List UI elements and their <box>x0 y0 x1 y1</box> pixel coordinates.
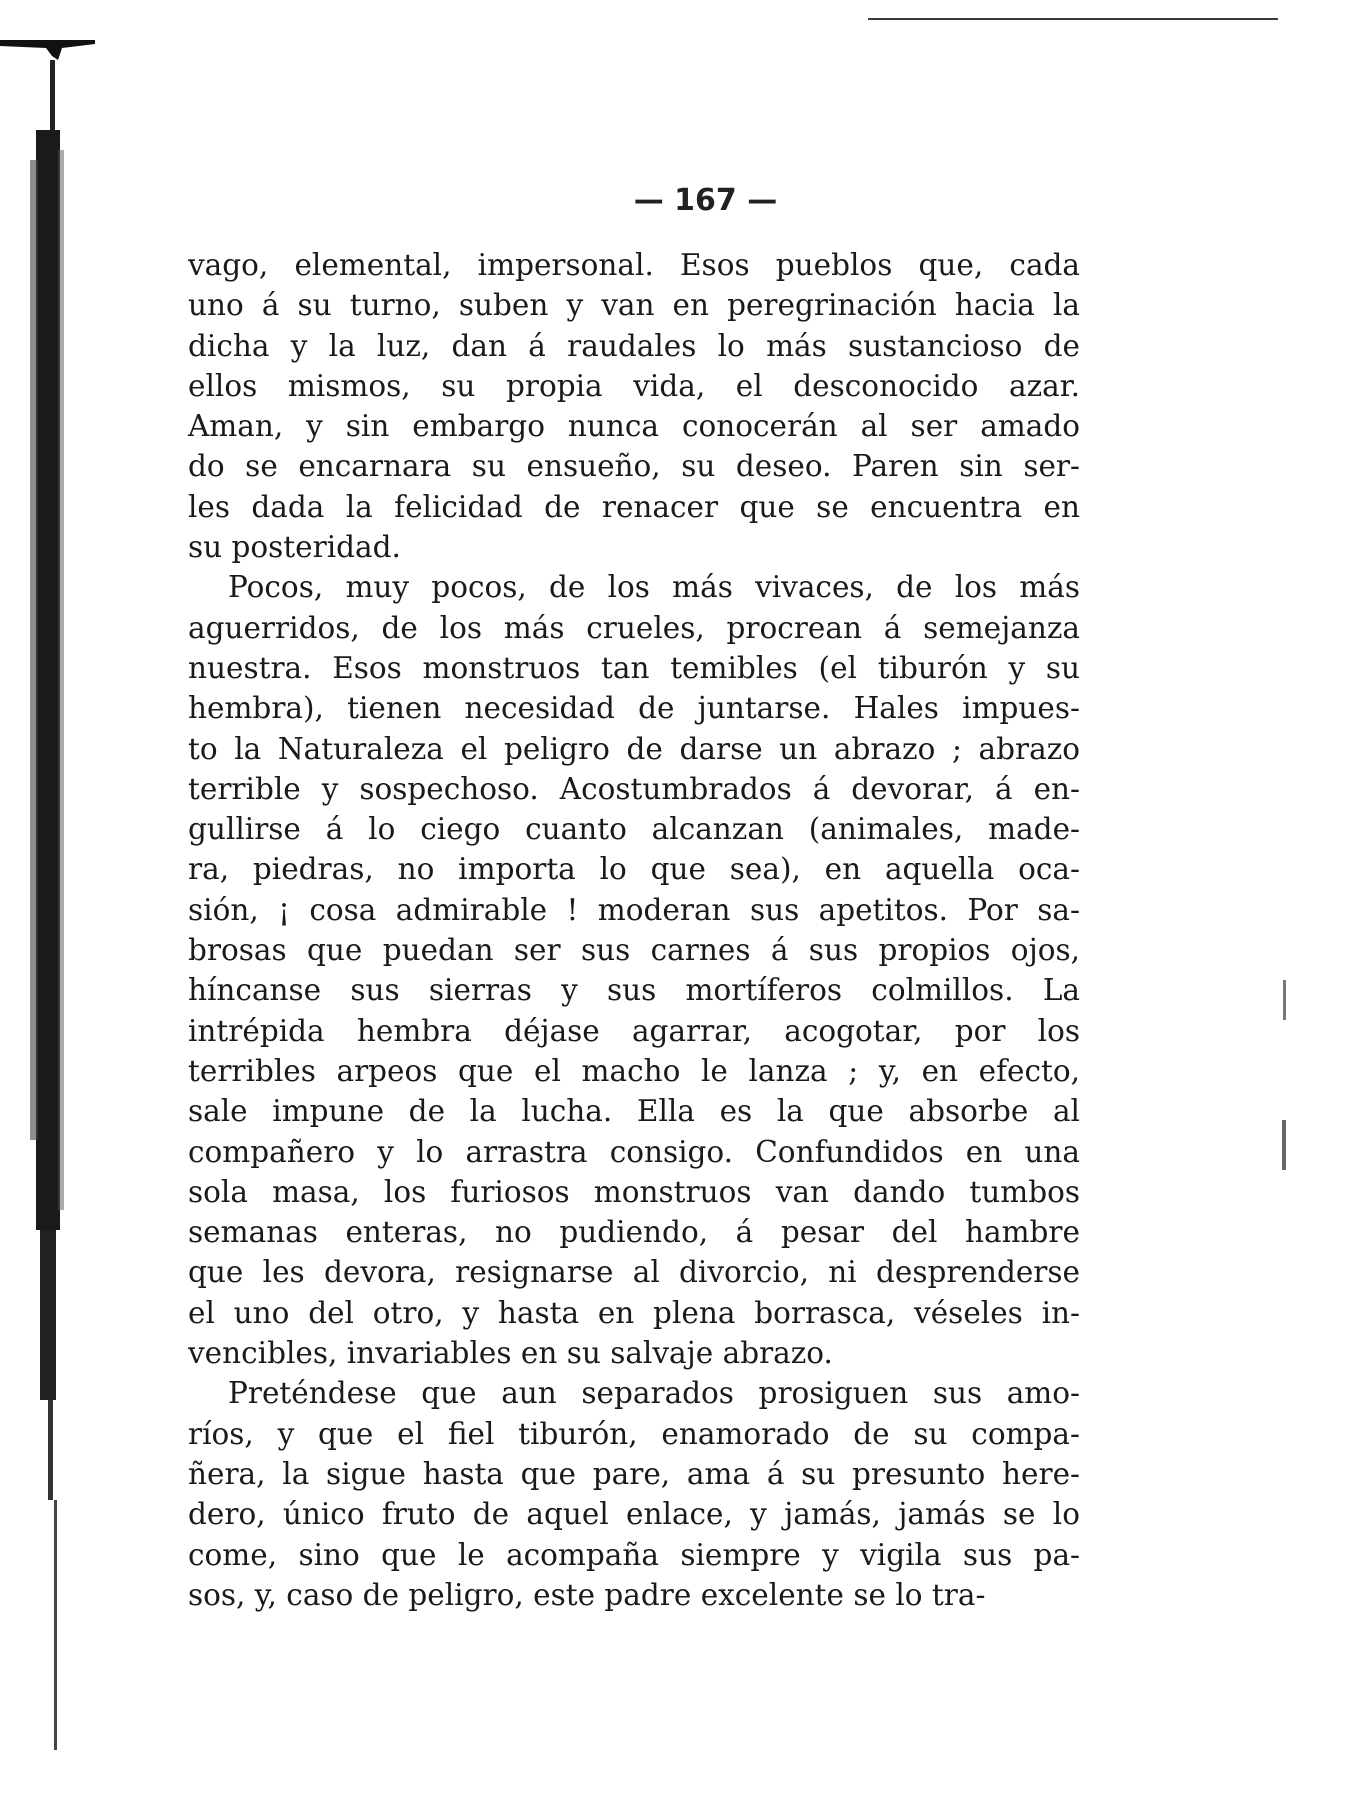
text-line: ríos, y que el fiel tiburón, enamorado de su compa- <box>188 1416 1080 1451</box>
text-line: ñera, la sigue hasta que pare, ama á su presunto here- <box>188 1456 1080 1491</box>
paragraph <box>188 1373 1080 1615</box>
text-line: vago, elemental, impersonal. Esos pueblos que, cada <box>188 248 1080 282</box>
text-line: que les devora, resignarse al divorcio, ni desprenderse <box>188 1255 1080 1290</box>
paragraph <box>188 245 1080 567</box>
text-line: uno á su turno, suben y van en peregrinación hacia la <box>188 288 1080 323</box>
text-line: come, sino que le acompaña siempre y vigila sus pa- <box>188 1537 1080 1572</box>
text-line: sale impune de la lucha. Ella es la que absorbe al <box>188 1094 1080 1129</box>
text-line: les dada la felicidad de renacer que se encuentra en <box>188 489 1080 524</box>
text-line: vencibles, invariables en su salvaje abrazo. <box>188 1336 833 1371</box>
paragraph <box>188 567 1080 1373</box>
text-line: dicha y la luz, dan á raudales lo más sustancioso de <box>188 328 1080 363</box>
text-line: aguerridos, de los más crueles, procrean á semejanza <box>188 610 1080 645</box>
text-line: compañero y lo arrastra consigo. Confundidos en una <box>188 1134 1080 1169</box>
text-line: terribles arpeos que el macho le lanza ; y, en efecto, <box>188 1053 1080 1088</box>
scan-specks <box>1275 980 1295 1340</box>
text-line: sola masa, los furiosos monstruos van dando tumbos <box>188 1174 1080 1209</box>
page-number: — 167 — <box>633 183 778 218</box>
text-line: ra, piedras, no importa lo que sea), en aquella oca- <box>188 852 1080 887</box>
text-line: semanas enteras, no pudiendo, á pesar del hambre <box>188 1215 1080 1250</box>
text-line: híncanse sus sierras y sus mortíferos colmillos. La <box>188 973 1080 1008</box>
text-line: terrible y sospechoso. Acostumbrados á devorar, á en- <box>188 771 1080 806</box>
text-line: nuestra. Esos monstruos tan temibles (el tiburón y su <box>188 650 1080 685</box>
text-line: ellos mismos, su propia vida, el desconocido azar. <box>188 368 1080 403</box>
text-line: gullirse á lo ciego cuanto alcanzan (animales, made- <box>188 812 1080 847</box>
text-line: sión, ¡ cosa admirable ! moderan sus apetitos. Por sa- <box>188 892 1080 927</box>
text-line: sos, y, caso de peligro, este padre excelente se lo tra- <box>188 1577 986 1612</box>
text-line: do se encarnara su ensueño, su deseo. Paren sin ser- <box>188 449 1080 484</box>
text-line: dero, único fruto de aquel enlace, y jamás, jamás se lo <box>188 1497 1080 1532</box>
top-rule <box>868 18 1278 20</box>
text-line: hembra), tienen necesidad de juntarse. Hales impues- <box>188 691 1080 726</box>
text-line: intrépida hembra déjase agarrar, acogotar, por los <box>188 1013 1080 1048</box>
text-line: el uno del otro, y hasta en plena borrasca, véseles in- <box>188 1295 1080 1330</box>
body-text <box>188 245 1080 1615</box>
text-line: su posteridad. <box>188 530 401 565</box>
scan-binding-edge <box>0 0 110 1807</box>
text-line: Aman, y sin embargo nunca conocerán al ser amado <box>188 409 1080 444</box>
text-line: Preténdese que aun separados prosiguen sus amo- <box>228 1376 1080 1411</box>
text-line: to la Naturaleza el peligro de darse un abrazo ; abrazo <box>188 731 1080 766</box>
text-line: brosas que puedan ser sus carnes á sus propios ojos, <box>188 933 1080 968</box>
text-line: Pocos, muy pocos, de los más vivaces, de los más <box>228 570 1080 605</box>
